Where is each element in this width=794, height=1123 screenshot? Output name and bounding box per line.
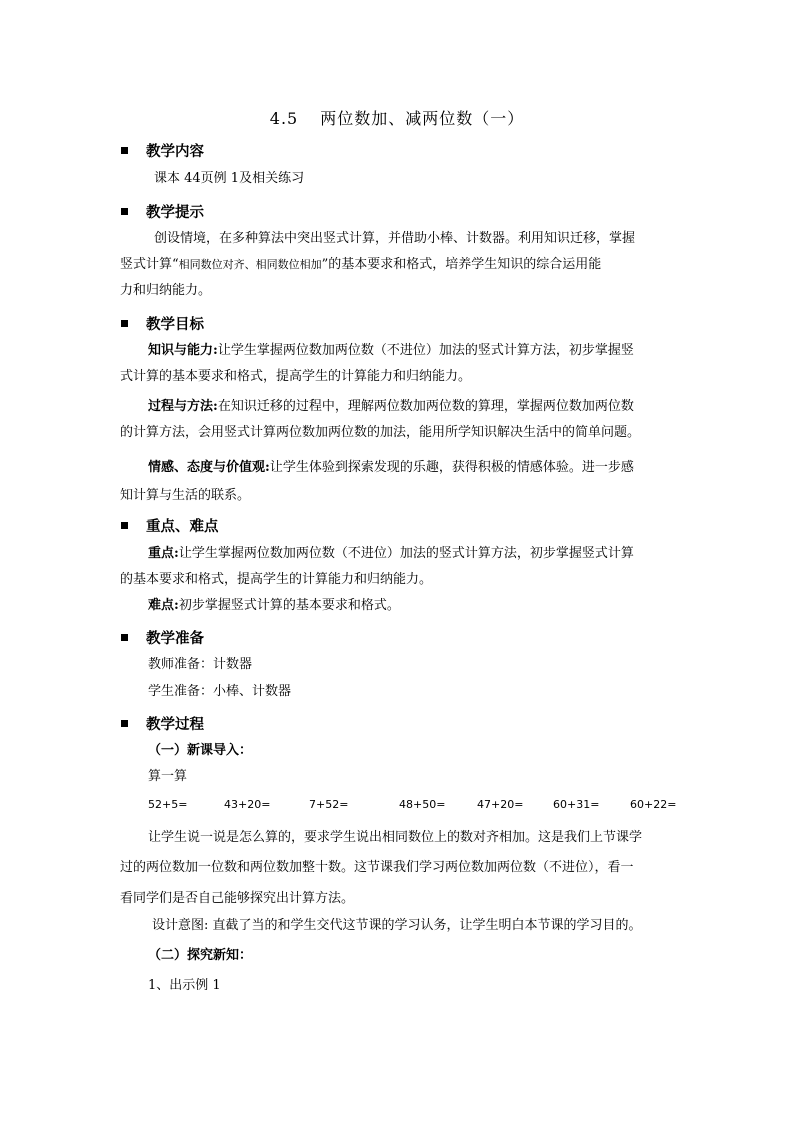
hint-quote: 相同数位对齐、相同数位相加 (178, 258, 322, 271)
hint-text: ”的基本要求和格式，培养学生知识的综合运用能 (321, 257, 602, 272)
goal-knowledge-line-1 (148, 344, 634, 357)
student-prep-line: 学生准备：小棒、计数器 (148, 684, 292, 699)
calc-item: 60+22= (630, 798, 677, 811)
title-text: 两位数加、减两位数（一） (320, 109, 525, 128)
section-heading-label: 教学准备 (146, 630, 204, 647)
section-heading-label: 教学内容 (146, 143, 204, 160)
calc-item: 43+20= (224, 798, 271, 811)
process-para-line-2: 过的两位数加一位数和两位数加整十数。这节课我们学习两位数加两位数（不进位），看一 (120, 860, 634, 875)
goal-label: 知识与能力: (148, 343, 218, 358)
bullet-square-icon (121, 522, 128, 529)
goal-process-line-1 (148, 400, 634, 413)
bullet-square-icon (121, 634, 128, 641)
subsection-intro: （一）新课导入： (148, 743, 253, 758)
key-line-1 (148, 547, 634, 560)
key-text: 让学生掌握两位数加两位数（不进位）加法的竖式计算方法，初步掌握竖式计算 (178, 546, 634, 561)
goal-process-line-2: 的计算方法，会用竖式计算两位数加两位数的加法，能用所学知识解决生活中的简单问题。 (120, 425, 641, 440)
section-heading-process (121, 713, 204, 734)
calc-title: 算一算 (148, 769, 188, 784)
goal-label: 情感、态度与价值观: (148, 460, 270, 475)
section-heading-goals (121, 313, 204, 334)
calc-item: 60+31= (553, 798, 600, 811)
title-number: 4.5 (269, 109, 299, 128)
goal-text: 在知识迁移的过程中，理解两位数加两位数的算理，掌握两位数加两位数 (217, 399, 634, 414)
calc-item: 52+5= (148, 798, 188, 811)
bullet-square-icon (121, 147, 128, 154)
goal-text: 让学生掌握两位数加两位数（不进位）加法的竖式计算方法，初步掌握竖 (217, 343, 634, 358)
bullet-square-icon (121, 208, 128, 215)
hint-line-1: 创设情境，在多种算法中突出竖式计算，并借助小棒、计数器。利用知识迁移，掌握 (154, 231, 636, 246)
section-heading-label: 教学过程 (146, 716, 204, 733)
bullet-square-icon (121, 320, 128, 327)
hint-line-2 (120, 258, 601, 271)
bullet-square-icon (121, 720, 128, 727)
key-line-2: 的基本要求和格式，提高学生的计算能力和归纳能力。 (120, 572, 433, 587)
calc-item: 7+52= (309, 798, 349, 811)
calc-item: 48+50= (399, 798, 446, 811)
difficulty-label: 难点: (148, 598, 179, 613)
section-heading-key (121, 515, 219, 536)
difficulty-text: 初步掌握竖式计算的基本要求和格式。 (178, 598, 400, 613)
section-heading-prep (121, 627, 204, 648)
goal-label: 过程与方法: (148, 399, 218, 414)
calc-item: 47+20= (477, 798, 524, 811)
section-heading-content (121, 140, 204, 161)
goal-text: 让学生体验到探索发现的乐趣，获得积极的情感体验。进一步感 (269, 460, 634, 475)
example-line: 1、出示例 1 (148, 978, 221, 993)
goal-emotion-line-2: 知计算与生活的联系。 (120, 488, 251, 503)
content-line: 课本 44页例 1及相关练习 (154, 171, 305, 186)
key-label: 重点: (148, 546, 179, 561)
hint-text: 竖式计算“ (120, 257, 179, 272)
process-para-line-1: 让学生说一说是怎么算的，要求学生说出相同数位上的数对齐相加。这是我们上节课学 (148, 830, 643, 845)
section-heading-label: 重点、难点 (146, 518, 219, 535)
teacher-prep-line: 教师准备：计数器 (148, 657, 253, 672)
design-intent-line: 设计意图: 直截了当的和学生交代这节课的学习认务，让学生明白本节课的学习目的。 (152, 918, 642, 933)
page-title (0, 106, 794, 129)
goal-knowledge-line-2: 式计算的基本要求和格式，提高学生的计算能力和归纳能力。 (120, 369, 472, 384)
difficulty-line (148, 599, 400, 612)
process-para-line-3: 看同学们是否自己能够探究出计算方法。 (120, 891, 355, 906)
section-heading-label: 教学提示 (146, 204, 204, 221)
subsection-explore: （二）探究新知： (148, 948, 253, 963)
section-heading-label: 教学目标 (146, 316, 204, 333)
section-heading-hint (121, 201, 204, 222)
goal-emotion-line-1 (148, 461, 634, 474)
hint-line-3: 力和归纳能力。 (120, 283, 212, 298)
